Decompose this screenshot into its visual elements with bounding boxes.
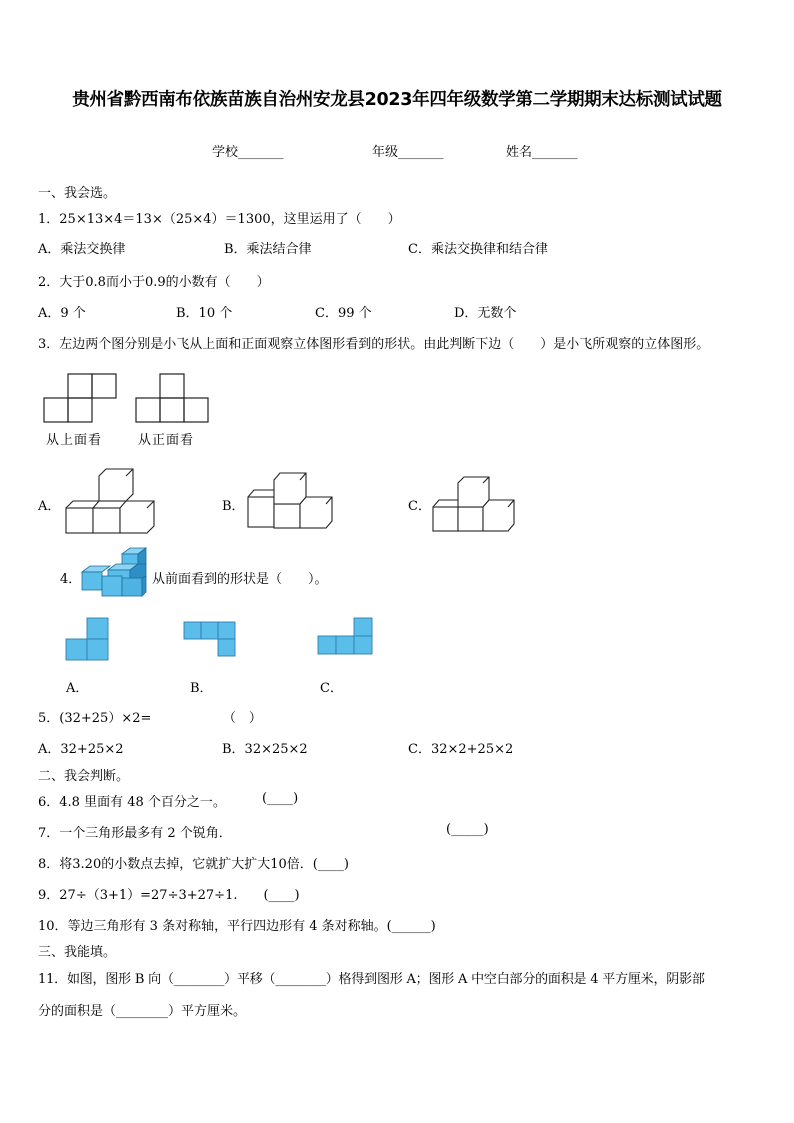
page-title: 贵州省黔西南布依族苗族自治州安龙县2023年四年级数学第二学期期末达标测试试题 [72, 90, 722, 110]
section-heading-3: 三、我能填。 [38, 945, 117, 960]
q4-stem: 从前面看到的形状是（ ）。 [152, 572, 328, 587]
q3-stem: 3．左边两个图分别是小飞从上面和正面观察立体图形看到的形状。由此判断下边（ ）是小飞所观察的立体图形。 [38, 337, 710, 352]
q5-option-c[interactable]: C．32×2+25×2 [408, 742, 514, 757]
q3-view-figures [40, 372, 220, 428]
name-field[interactable]: 姓名_______ [506, 145, 578, 160]
q5-option-a[interactable]: A．32+25×2 [38, 742, 124, 757]
q7-answer-blank[interactable]: (_____) [446, 822, 489, 837]
q8-stem: 8．将3.20的小数点去掉，它就扩大扩大10倍．(____) [38, 857, 349, 872]
q2-option-d[interactable]: D．无数个 [454, 306, 517, 321]
q4-option-c-shape [316, 616, 374, 656]
q4-number: 4． [60, 572, 82, 587]
q2-option-a[interactable]: A．9 个 [38, 306, 86, 321]
q11-line-1: 11．如图，图形 B 向（________）平移（________）格得到图形 A；图形 A 中空白部分的面积是 4 平方厘米，阴影部 [38, 972, 705, 987]
q4-option-b[interactable]: B． [190, 681, 213, 696]
q4-option-b-shape [182, 620, 238, 658]
q2-stem: 2．大于0.8而小于0.9的小数有（ ） [38, 275, 270, 290]
q2-option-c[interactable]: C．99 个 [315, 306, 372, 321]
q4-option-a[interactable]: A． [66, 681, 89, 696]
q1-option-c[interactable]: C．乘法交换律和结合律 [408, 242, 548, 257]
q11-line-2: 分的面积是（________）平方厘米。 [38, 1004, 247, 1019]
section-heading-1: 一、我会选。 [38, 186, 117, 201]
q7-stem: 7．一个三角形最多有 2 个锐角． [38, 826, 232, 841]
q3-option-c[interactable]: C． [408, 499, 431, 514]
view-front-label: 从正面看 [138, 433, 195, 448]
q4-blue-cubes-figure [80, 548, 150, 600]
q1-option-a[interactable]: A．乘法交换律 [38, 242, 126, 257]
q4-option-a-shape [64, 616, 112, 662]
q3-cube-figure-c [431, 474, 517, 534]
grade-field[interactable]: 年级_______ [372, 145, 444, 160]
q3-cube-figure-a [64, 466, 160, 536]
q6-answer-blank[interactable]: (____) [262, 791, 299, 806]
q6-stem: 6．4.8 里面有 48 个百分之一。 [38, 795, 226, 810]
front-view-shape [136, 374, 208, 422]
q5-option-b[interactable]: B．32×25×2 [222, 742, 308, 757]
q3-cube-figure-b [246, 470, 336, 532]
section-heading-2: 二、我会判断。 [38, 769, 130, 784]
q3-option-a[interactable]: A． [38, 499, 61, 514]
top-view-shape [44, 374, 116, 422]
q4-option-c[interactable]: C． [320, 681, 343, 696]
school-field[interactable]: 学校_______ [212, 145, 284, 160]
view-top-label: 从上面看 [46, 433, 103, 448]
q5-stem: 5．(32+25）×2= （ ） [38, 711, 262, 726]
q3-option-b[interactable]: B． [222, 499, 245, 514]
q1-option-b[interactable]: B．乘法结合律 [224, 242, 312, 257]
q9-stem: 9．27÷（3+1）=27÷3+27÷1. (____) [38, 888, 300, 903]
q1-stem: 1．25×13×4＝13×（25×4）＝1300，这里运用了（ ） [38, 212, 401, 227]
q2-option-b[interactable]: B．10 个 [176, 306, 233, 321]
q10-stem: 10．等边三角形有 3 条对称轴，平行四边形有 4 条对称轴。(______) [38, 919, 436, 934]
